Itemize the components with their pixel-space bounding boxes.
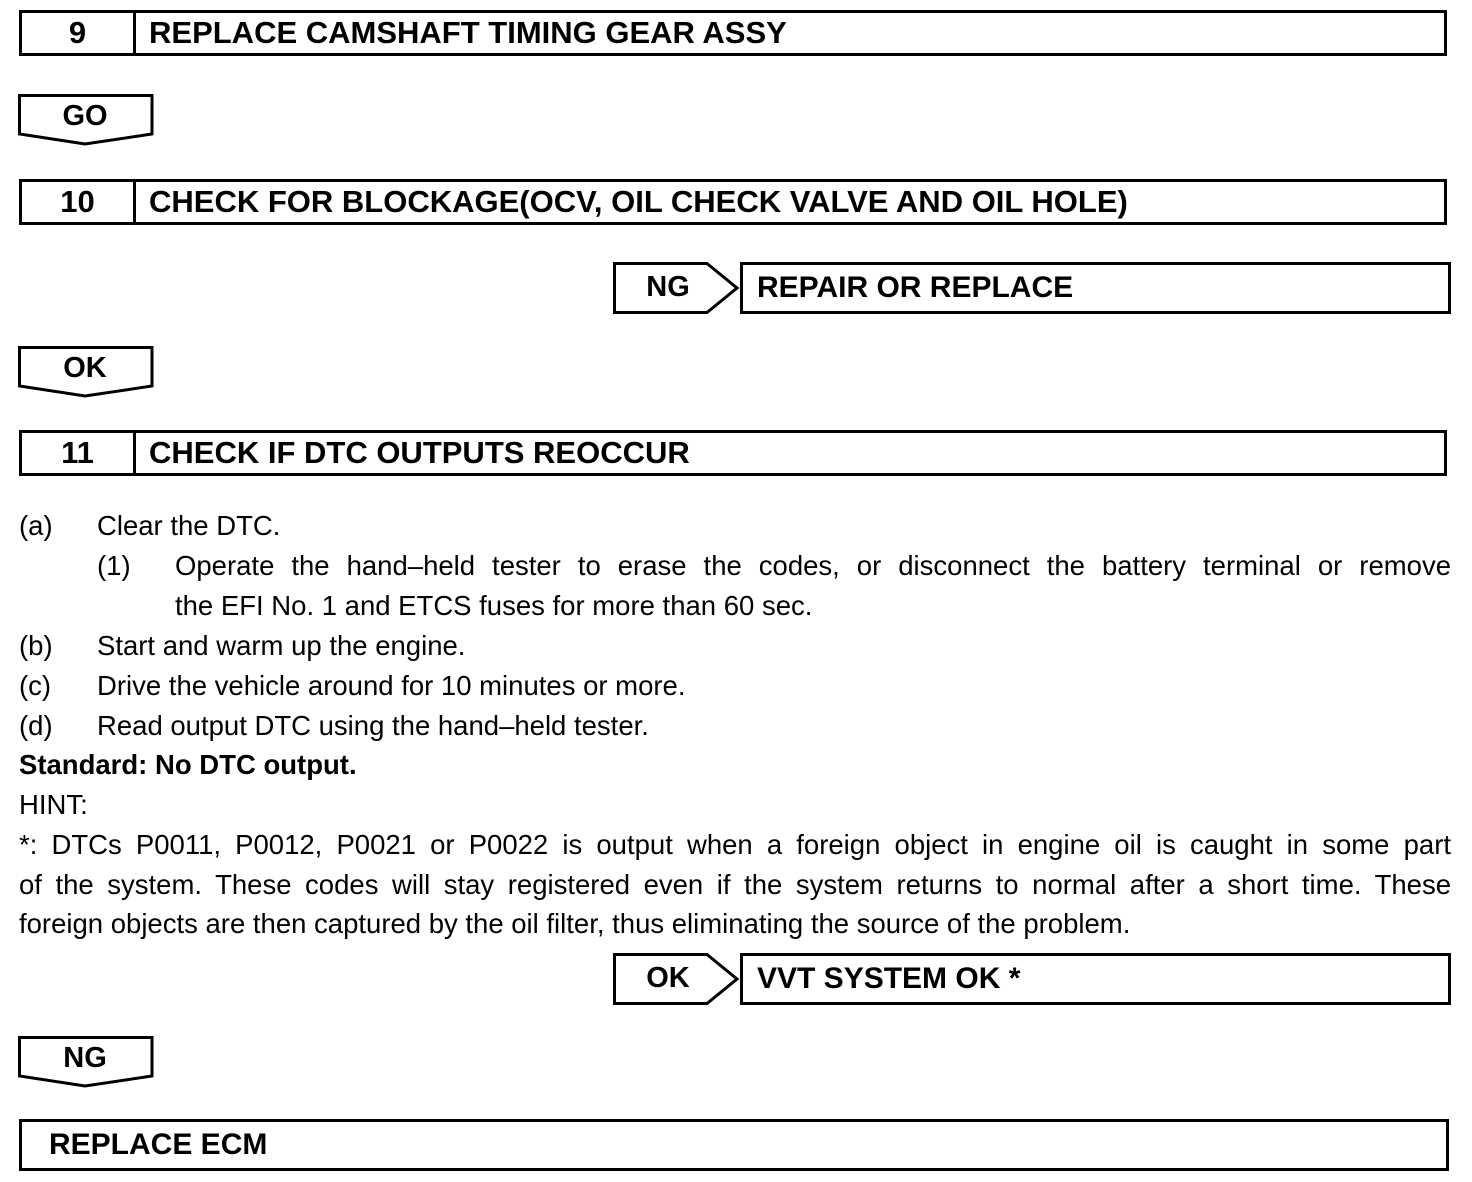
item-d-label: (d)	[19, 710, 53, 741]
item-a-text: Clear the DTC.	[97, 510, 281, 541]
standard-text: Standard: No DTC output.	[19, 749, 357, 780]
step-11-header	[19, 430, 1447, 476]
item-d-text: Read output DTC using the hand–held tester.	[97, 710, 649, 741]
step-number: 10	[22, 182, 136, 222]
ng-down-arrow	[18, 1036, 156, 1088]
hint-label: HINT:	[19, 789, 88, 820]
step-title: CHECK FOR BLOCKAGE(OCV, OIL CHECK VALVE AND OIL HOLE)	[149, 184, 1128, 219]
item-c-label: (c)	[19, 670, 52, 701]
item-a1-line1: Operate the hand–held tester to erase the codes, or disconnect the battery terminal or remove	[175, 550, 1451, 581]
item-b-label: (b)	[19, 630, 53, 661]
ok-right-arrow	[613, 953, 741, 1005]
item-a1-label: (1)	[97, 550, 131, 581]
hint-line3: foreign objects are then captured by the oil filter, thus eliminating the source of the problem.	[19, 908, 1131, 939]
go-label: GO	[62, 100, 108, 132]
step-10-header	[19, 179, 1447, 225]
ng-arrow	[613, 262, 741, 314]
ng-label: NG	[646, 271, 690, 303]
step-number: 11	[22, 433, 136, 473]
item-a1-line2: the EFI No. 1 and ETCS fuses for more than 60 sec.	[175, 590, 813, 621]
ok-arrow	[18, 346, 156, 398]
item-b-text: Start and warm up the engine.	[97, 630, 466, 661]
repair-or-replace-box: REPAIR OR REPLACE	[740, 262, 1451, 314]
step-title: REPLACE CAMSHAFT TIMING GEAR ASSY	[149, 15, 787, 50]
hint-line1: *: DTCs P0011, P0012, P0021 or P0022 is output when a foreign object in engine oil is caught in some part	[19, 829, 1451, 860]
replace-ecm-box: REPLACE ECM	[19, 1119, 1449, 1171]
ok-label: OK	[646, 962, 690, 994]
item-a-label: (a)	[19, 510, 53, 541]
go-arrow	[18, 94, 156, 146]
step-9-header	[19, 10, 1447, 56]
step-number: 9	[22, 13, 136, 53]
step-title: CHECK IF DTC OUTPUTS REOCCUR	[149, 435, 690, 470]
ok-label: OK	[63, 352, 107, 384]
vvt-system-ok-box: VVT SYSTEM OK *	[740, 953, 1451, 1005]
hint-line2: of the system. These codes will stay registered even if the system returns to normal after a short time. These	[19, 869, 1451, 900]
ng-label: NG	[63, 1042, 107, 1074]
item-c-text: Drive the vehicle around for 10 minutes or more.	[97, 670, 686, 701]
